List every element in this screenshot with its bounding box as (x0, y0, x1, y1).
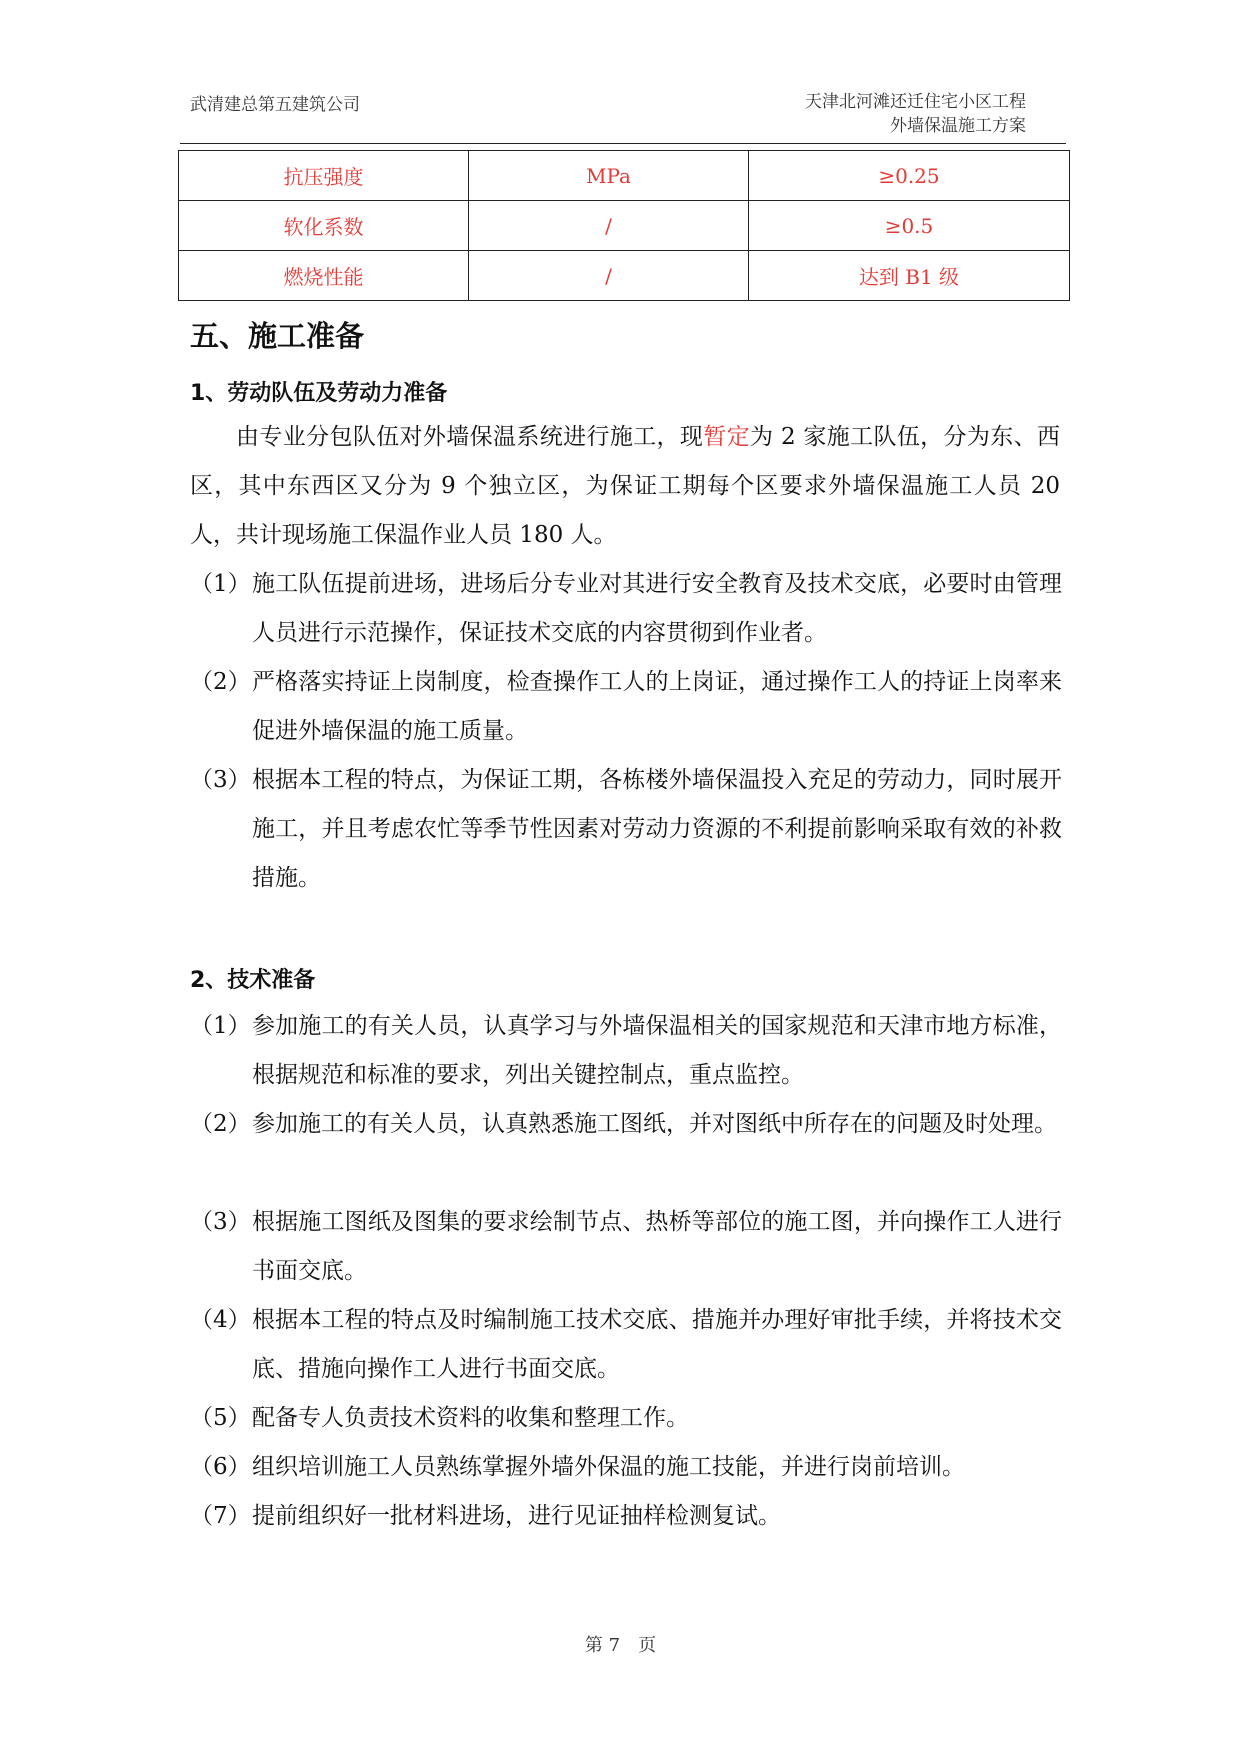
list-item-text: 根据本工程的特点及时编制施工技术交底、措施并办理好审批手续，并将技术交底、措施向操作工人进行书面交底。 (252, 1307, 1062, 1382)
intro-highlight: 暂定 (703, 424, 751, 450)
intro-text: 由专业分包队伍对外墙保温系统进行施工，现 (236, 424, 704, 450)
material-properties-table (178, 150, 1070, 301)
subsection-heading-technical: 2、技术准备 (190, 968, 316, 993)
subsection-heading-labor: 1、劳动队伍及劳动力准备 (190, 381, 448, 406)
list-item-text: 组织培训施工人员熟练掌握外墙外保温的施工技能，并进行岗前培训。 (252, 1454, 965, 1480)
list-item-text: 施工队伍提前进场，进场后分专业对其进行安全教育及技术交底，必要时由管理人员进行示范操作，保证技术交底的内容贯彻到作业者。 (252, 571, 1062, 646)
list-item-number: （2） (190, 1111, 251, 1137)
property-name: 抗压强度 (179, 151, 469, 201)
list-item-number: （3） (190, 1209, 251, 1235)
list-item (190, 756, 1062, 903)
list-item (190, 1100, 1062, 1149)
list-item-number: （1） (190, 571, 251, 597)
list-item-text: 配备专人负责技术资料的收集和整理工作。 (252, 1405, 689, 1431)
list-item-text: 严格落实持证上岗制度，检查操作工人的上岗证，通过操作工人的持证上岗率来促进外墙保温的施工质量。 (252, 669, 1062, 744)
header-company: 武清建总第五建筑公司 (190, 95, 360, 115)
section-heading: 五、施工准备 (190, 319, 365, 353)
property-value: ≥0.5 (749, 201, 1070, 251)
intro-text-cont: 为 2 家施工队伍，分为东、西区，其中东西区又分为 9 个独立区，为保证工期每个区要求外墙保温施工人员 20 人，共计现场施工保温作业人员 180 人。 (190, 424, 1061, 548)
list-item-text: 根据本工程的特点，为保证工期，各栋楼外墙保温投入充足的劳动力，同时展开施工，并且考虑农忙等季节性因素对劳动力资源的不利提前影响采取有效的补救措施。 (252, 767, 1062, 891)
property-name: 软化系数 (179, 201, 469, 251)
list-item-number: （2） (190, 669, 251, 695)
list-item-number: （5） (190, 1405, 251, 1431)
property-unit: MPa (469, 151, 749, 201)
list-item-text: 根据施工图纸及图集的要求绘制节点、热桥等部位的施工图，并向操作工人进行书面交底。 (252, 1209, 1062, 1284)
header-divider (180, 143, 1066, 144)
list-item (190, 1002, 1062, 1100)
labor-intro-paragraph (190, 413, 1060, 560)
table-row (179, 251, 1070, 301)
list-item-text: 参加施工的有关人员，认真学习与外墙保温相关的国家规范和天津市地方标准，根据规范和标准的要求，列出关键控制点，重点监控。 (252, 1013, 1062, 1088)
property-value: 达到 B1 级 (749, 251, 1070, 301)
header-doc-title: 外墙保温施工方案 (890, 116, 1026, 136)
list-item (190, 1492, 1062, 1541)
list-item-number: （4） (190, 1307, 251, 1333)
property-value: ≥0.25 (749, 151, 1070, 201)
list-item (190, 658, 1062, 756)
list-item-number: （3） (190, 767, 251, 793)
header-project-info (805, 90, 1026, 138)
list-item (190, 560, 1062, 658)
list-item-number: （7） (190, 1503, 251, 1529)
list-item-number: （6） (190, 1454, 251, 1480)
header-project-name: 天津北河滩还迁住宅小区工程 (805, 92, 1026, 112)
property-unit: / (469, 201, 749, 251)
list-item (190, 1198, 1062, 1296)
list-item-text: 提前组织好一批材料进场，进行见证抽样检测复试。 (252, 1503, 781, 1529)
table-row (179, 201, 1070, 251)
property-name: 燃烧性能 (179, 251, 469, 301)
list-item-text: 参加施工的有关人员，认真熟悉施工图纸，并对图纸中所存在的问题及时处理。 (252, 1111, 1057, 1137)
list-item-number: （1） (190, 1013, 251, 1039)
list-item (190, 1443, 1062, 1492)
page-number: 第 7 页 (584, 1635, 657, 1656)
property-unit: / (469, 251, 749, 301)
list-item (190, 1296, 1062, 1394)
list-item (190, 1394, 1062, 1443)
table-row (179, 151, 1070, 201)
